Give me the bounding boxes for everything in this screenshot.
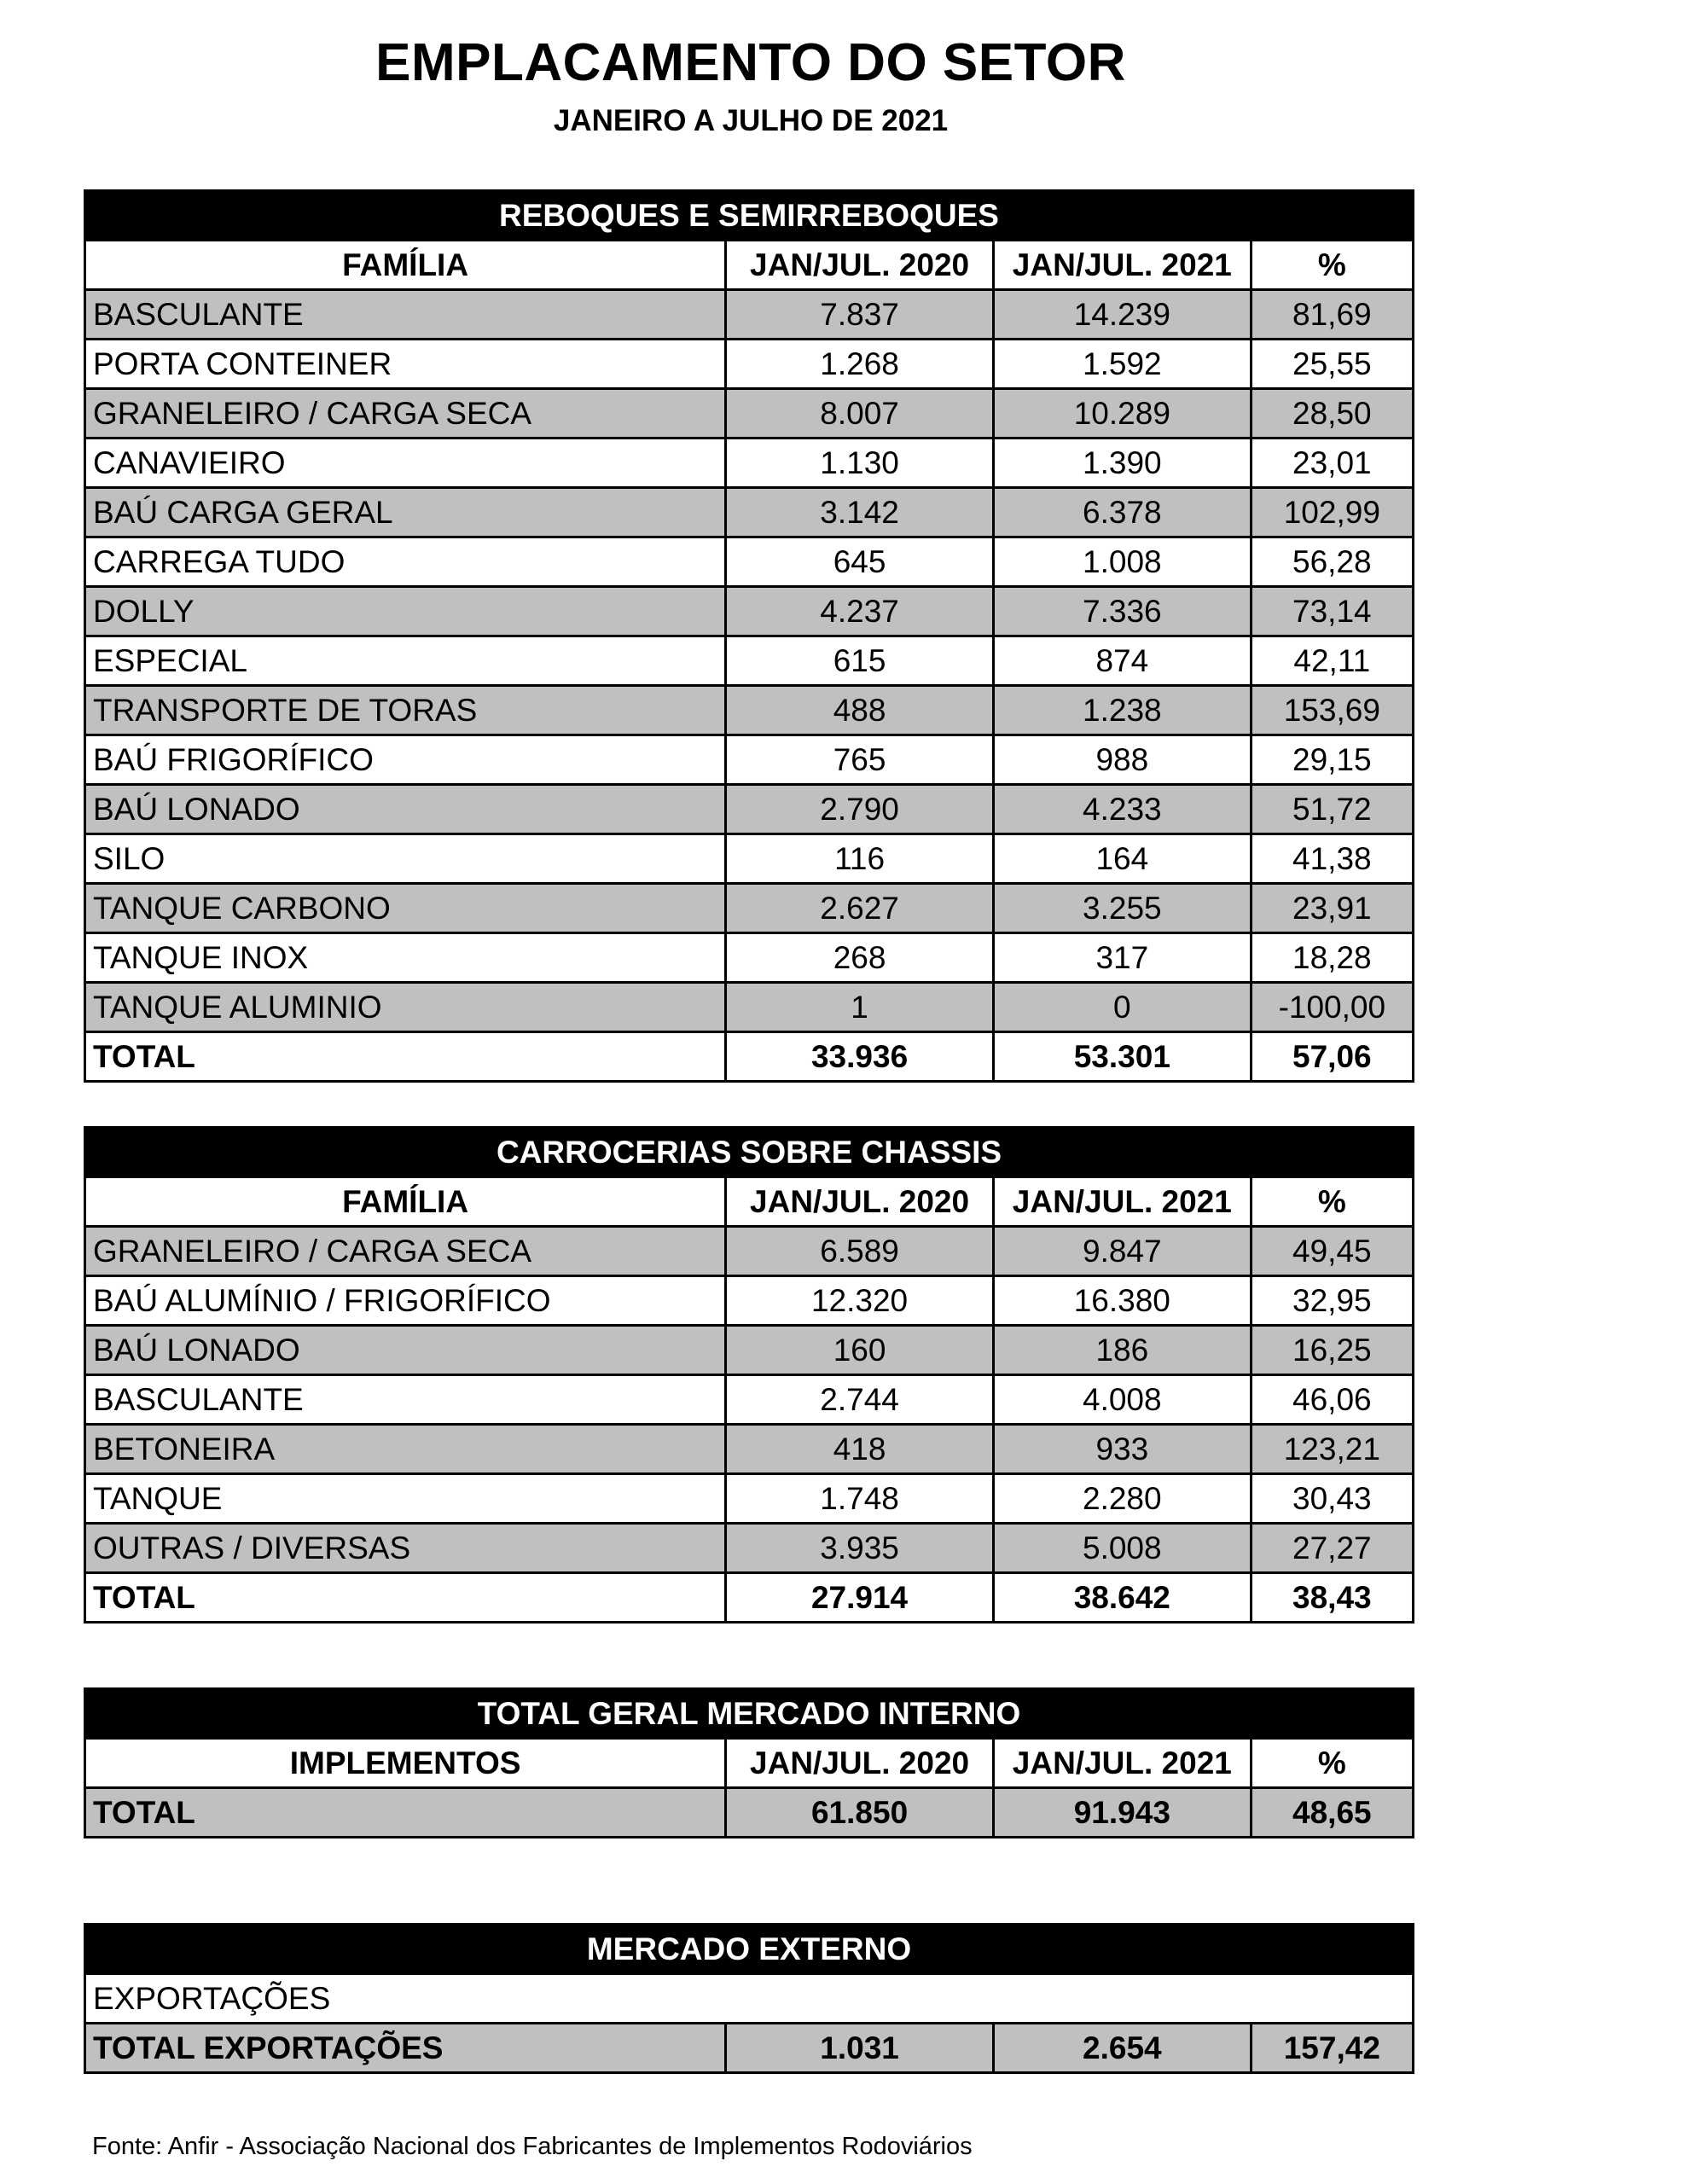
row-value-2020: 2.627 (726, 884, 994, 933)
column-header: % (1251, 1177, 1413, 1227)
total-percent: 48,65 (1251, 1788, 1413, 1838)
total-row (85, 2024, 1414, 2073)
row-percent: 18,28 (1251, 933, 1413, 983)
row-value-2021: 4.233 (993, 785, 1251, 834)
table-row (85, 735, 1414, 785)
total-2021: 91.943 (993, 1788, 1251, 1838)
row-percent: 32,95 (1251, 1276, 1413, 1326)
table-body (85, 1227, 1414, 1573)
table-row (85, 488, 1414, 537)
row-family: TANQUE (85, 1474, 726, 1524)
row-value-2020: 12.320 (726, 1276, 994, 1326)
column-header: JAN/JUL. 2021 (993, 241, 1251, 290)
row-value-2020: 615 (726, 636, 994, 686)
row-value-2020: 418 (726, 1425, 994, 1474)
row-family: BAÚ FRIGORÍFICO (85, 735, 726, 785)
row-value-2021: 10.289 (993, 389, 1251, 439)
total-2021: 53.301 (993, 1032, 1251, 1082)
row-value-2021: 7.336 (993, 587, 1251, 636)
row-family: CARREGA TUDO (85, 537, 726, 587)
source-note: Fonte: Anfir - Associação Nacional dos Fabricantes de Implementos Rodoviários (92, 2133, 973, 2160)
row-percent: 23,91 (1251, 884, 1413, 933)
row-value-2021: 317 (993, 933, 1251, 983)
total-2020: 27.914 (726, 1573, 994, 1623)
row-value-2021: 16.380 (993, 1276, 1251, 1326)
row-value-2020: 1.130 (726, 439, 994, 488)
table-row (85, 933, 1414, 983)
row-percent: 42,11 (1251, 636, 1413, 686)
row-value-2020: 8.007 (726, 389, 994, 439)
table-row (85, 686, 1414, 735)
exportacoes-row (85, 1974, 1414, 2024)
row-family: BAÚ LONADO (85, 1326, 726, 1375)
row-family: TANQUE CARBONO (85, 884, 726, 933)
row-value-2021: 2.280 (993, 1474, 1251, 1524)
row-percent: -100,00 (1251, 983, 1413, 1032)
row-value-2020: 4.237 (726, 587, 994, 636)
row-value-2021: 9.847 (993, 1227, 1251, 1276)
mercado-interno-table (84, 1687, 1414, 1838)
row-percent: 23,01 (1251, 439, 1413, 488)
row-value-2021: 14.239 (993, 290, 1251, 340)
row-value-2020: 160 (726, 1326, 994, 1375)
column-header: JAN/JUL. 2020 (726, 241, 994, 290)
total-label: TOTAL (85, 1032, 726, 1082)
row-family: DOLLY (85, 587, 726, 636)
total-percent: 38,43 (1251, 1573, 1413, 1623)
row-value-2020: 645 (726, 537, 994, 587)
row-value-2021: 4.008 (993, 1375, 1251, 1425)
row-percent: 153,69 (1251, 686, 1413, 735)
row-value-2021: 988 (993, 735, 1251, 785)
row-family: SILO (85, 834, 726, 884)
row-value-2020: 1 (726, 983, 994, 1032)
column-header: % (1251, 241, 1413, 290)
table-title: CARROCERIAS SOBRE CHASSIS (85, 1128, 1414, 1177)
table-row (85, 1524, 1414, 1573)
row-percent: 27,27 (1251, 1524, 1413, 1573)
row-family: TANQUE ALUMINIO (85, 983, 726, 1032)
row-value-2021: 1.008 (993, 537, 1251, 587)
row-value-2021: 1.390 (993, 439, 1251, 488)
table-row (85, 785, 1414, 834)
row-percent: 73,14 (1251, 587, 1413, 636)
column-header: % (1251, 1739, 1413, 1788)
row-percent: 46,06 (1251, 1375, 1413, 1425)
row-percent: 51,72 (1251, 785, 1413, 834)
row-percent: 123,21 (1251, 1425, 1413, 1474)
total-2020: 61.850 (726, 1788, 994, 1838)
total-row (85, 1032, 1414, 1082)
table-row (85, 834, 1414, 884)
total-2021: 2.654 (993, 2024, 1251, 2073)
total-2020: 33.936 (726, 1032, 994, 1082)
column-header: IMPLEMENTOS (85, 1739, 726, 1788)
row-family: GRANELEIRO / CARGA SECA (85, 1227, 726, 1276)
row-family: BASCULANTE (85, 1375, 726, 1425)
row-value-2021: 164 (993, 834, 1251, 884)
table-row (85, 884, 1414, 933)
row-value-2020: 116 (726, 834, 994, 884)
row-value-2021: 933 (993, 1425, 1251, 1474)
mercado-externo-table (84, 1923, 1414, 2074)
row-family: TANQUE INOX (85, 933, 726, 983)
row-family: CANAVIEIRO (85, 439, 726, 488)
row-percent: 28,50 (1251, 389, 1413, 439)
row-percent: 30,43 (1251, 1474, 1413, 1524)
table-row (85, 1474, 1414, 1524)
total-label: TOTAL EXPORTAÇÕES (85, 2024, 726, 2073)
table-row (85, 537, 1414, 587)
row-value-2021: 5.008 (993, 1524, 1251, 1573)
document-subtitle: JANEIRO A JULHO DE 2021 (553, 104, 949, 137)
table-row (85, 1276, 1414, 1326)
table-title: MERCADO EXTERNO (85, 1925, 1414, 1974)
table-title: TOTAL GERAL MERCADO INTERNO (85, 1689, 1414, 1739)
total-label: TOTAL (85, 1788, 726, 1838)
column-header: JAN/JUL. 2020 (726, 1177, 994, 1227)
row-value-2020: 1.268 (726, 340, 994, 389)
row-value-2020: 2.744 (726, 1375, 994, 1425)
table-row (85, 389, 1414, 439)
column-header: JAN/JUL. 2021 (993, 1739, 1251, 1788)
total-2020: 1.031 (726, 2024, 994, 2073)
row-value-2020: 765 (726, 735, 994, 785)
row-family: BAÚ ALUMÍNIO / FRIGORÍFICO (85, 1276, 726, 1326)
table-row (85, 1425, 1414, 1474)
row-percent: 102,99 (1251, 488, 1413, 537)
table-title: REBOQUES E SEMIRREBOQUES (85, 191, 1414, 241)
row-value-2020: 3.142 (726, 488, 994, 537)
table-row (85, 983, 1414, 1032)
table-row (85, 636, 1414, 686)
row-family: GRANELEIRO / CARGA SECA (85, 389, 726, 439)
row-value-2021: 186 (993, 1326, 1251, 1375)
table-row (85, 340, 1414, 389)
row-percent: 81,69 (1251, 290, 1413, 340)
row-value-2020: 6.589 (726, 1227, 994, 1276)
column-header: JAN/JUL. 2020 (726, 1739, 994, 1788)
row-percent: 25,55 (1251, 340, 1413, 389)
table-row (85, 290, 1414, 340)
row-value-2021: 1.238 (993, 686, 1251, 735)
row-family: BETONEIRA (85, 1425, 726, 1474)
total-row (85, 1788, 1414, 1838)
row-value-2021: 874 (993, 636, 1251, 686)
reboques-table (84, 189, 1414, 1083)
row-family: OUTRAS / DIVERSAS (85, 1524, 726, 1573)
row-family: PORTA CONTEINER (85, 340, 726, 389)
row-value-2020: 3.935 (726, 1524, 994, 1573)
row-value-2020: 488 (726, 686, 994, 735)
row-percent: 41,38 (1251, 834, 1413, 884)
table-row (85, 587, 1414, 636)
table-row (85, 1375, 1414, 1425)
column-header: FAMÍLIA (85, 1177, 726, 1227)
row-value-2021: 3.255 (993, 884, 1251, 933)
row-percent: 56,28 (1251, 537, 1413, 587)
table-row (85, 439, 1414, 488)
total-percent: 157,42 (1251, 2024, 1413, 2073)
row-percent: 49,45 (1251, 1227, 1413, 1276)
row-value-2020: 268 (726, 933, 994, 983)
row-family: BAÚ LONADO (85, 785, 726, 834)
row-family: BAÚ CARGA GERAL (85, 488, 726, 537)
table-body (85, 290, 1414, 1032)
total-row (85, 1573, 1414, 1623)
document-title: EMPLACAMENTO DO SETOR (375, 33, 1126, 92)
exportacoes-label: EXPORTAÇÕES (85, 1974, 1414, 2024)
total-2021: 38.642 (993, 1573, 1251, 1623)
row-percent: 16,25 (1251, 1326, 1413, 1375)
row-family: TRANSPORTE DE TORAS (85, 686, 726, 735)
table-row (85, 1326, 1414, 1375)
total-percent: 57,06 (1251, 1032, 1413, 1082)
column-header: FAMÍLIA (85, 241, 726, 290)
total-label: TOTAL (85, 1573, 726, 1623)
row-family: BASCULANTE (85, 290, 726, 340)
row-family: ESPECIAL (85, 636, 726, 686)
row-value-2020: 1.748 (726, 1474, 994, 1524)
row-percent: 29,15 (1251, 735, 1413, 785)
row-value-2021: 0 (993, 983, 1251, 1032)
table-row (85, 1227, 1414, 1276)
row-value-2021: 1.592 (993, 340, 1251, 389)
carrocerias-table (84, 1126, 1414, 1623)
row-value-2021: 6.378 (993, 488, 1251, 537)
row-value-2020: 7.837 (726, 290, 994, 340)
row-value-2020: 2.790 (726, 785, 994, 834)
column-header: JAN/JUL. 2021 (993, 1177, 1251, 1227)
